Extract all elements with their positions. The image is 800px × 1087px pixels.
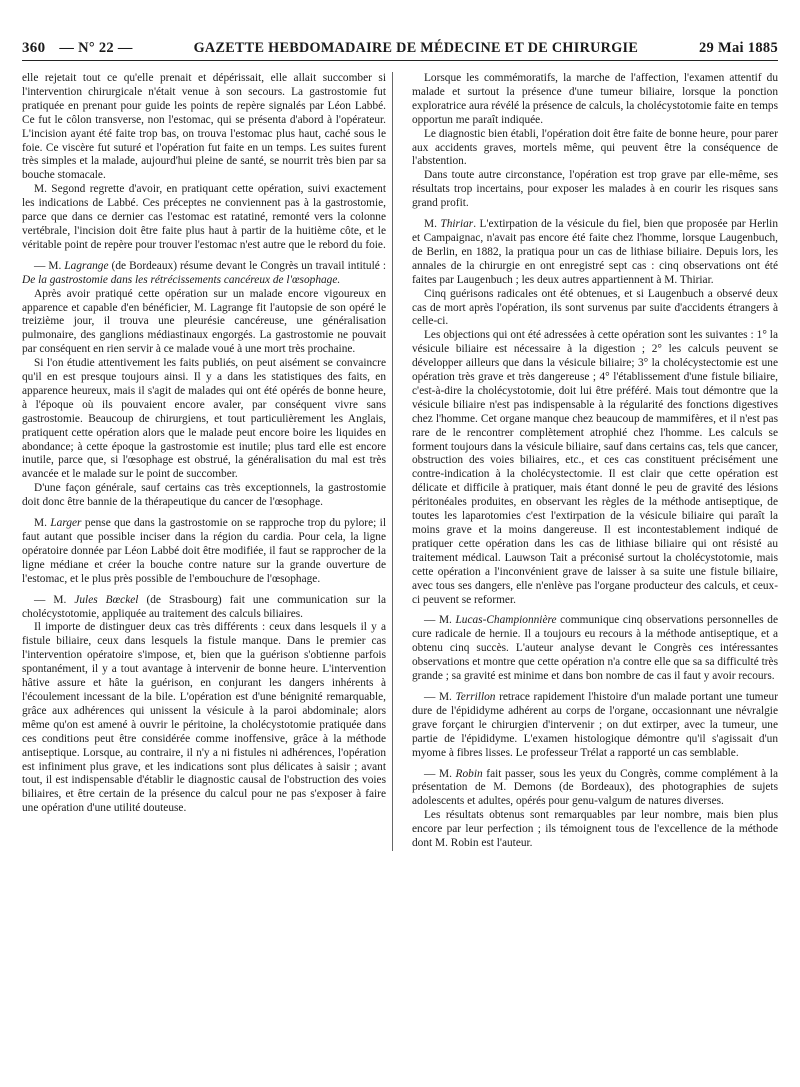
paragraph bbox=[22, 594, 386, 622]
journal-title: GAZETTE HEBDOMADAIRE DE MÉDECINE ET DE CHIRURGIE bbox=[193, 39, 639, 56]
text-run: — M. bbox=[424, 690, 456, 703]
text-run: (de Strasbourg) fait une communication sur la cholécystotomie, appliquée au traitement des calculs biliaires. bbox=[22, 593, 386, 620]
text-run: (de Bordeaux) résume devant le Congrès un travail intitulé : bbox=[108, 259, 386, 272]
text-run: elle rejetait tout ce qu'elle prenait et dépérissait, elle allait succomber si l'intervention chirurgicale n'était venue à son secours. La gastrostomie fut pratiquée en prenant pour guide les points de repère signalés par Léon Labbé. Ce fut le côlon transverse, non l'estomac, qui se présenta d'abord à l'opérateur. L'incision ayant été faite trop bas, on trouva l'estomac plus haut, caché sous le foie. Ce viscère fut suturé et l'opération fut faite en un temps. Les suites furent très simples et la malade, aujourd'hui pleine de santé, se nourrit très bien par sa bouche stomacale. bbox=[22, 72, 386, 182]
paragraph bbox=[22, 517, 386, 587]
text-columns bbox=[22, 72, 778, 851]
paragraph bbox=[412, 614, 778, 684]
text-run: D'une façon générale, sauf certains cas très exceptionnels, la gastrostomie doit donc être bannie de la thérapeutique du cancer de l'œsophage. bbox=[22, 482, 386, 509]
text-run: Le diagnostic bien établi, l'opération doit être faite de bonne heure, pour parer aux accidents graves, mortels même, qui peuvent être la conséquence de l'abstention. bbox=[412, 127, 778, 168]
text-run: — M. bbox=[34, 593, 75, 606]
text-run: fait passer, sous les yeux du Congrès, comme complément à la présentation de M. Demons (de Bordeaux), des photographies de sujets adolescents et adultes, opérés pour genu-valgum de natures diverses. bbox=[412, 767, 778, 808]
text-run: Lorsque les commémoratifs, la marche de l'affection, l'examen attentif du malade et surtout la présence d'une tumeur biliaire, lorsque la ponction exploratrice aura révélé la présence de calculs, la cholécystotomie faite en temps opportun me paraît indiquée. bbox=[412, 72, 778, 126]
paragraph bbox=[412, 768, 778, 810]
paragraph bbox=[412, 72, 778, 128]
text-run: — M. bbox=[34, 259, 65, 272]
text-run: pense que dans la gastrostomie on se rapproche trop du pylore; il faut autant que possible inciser dans la région du cardia. Pour cela, la ligne opératoire donnée par Léon Labbé doit être modifiée, il faut se rapprocher de la ligne médiane et créer la bouche contre nature sur la grande ouverture de l'estomac, et le plus près possible de l'embouchure de l'œsophage. bbox=[22, 517, 386, 585]
paragraph bbox=[412, 218, 778, 288]
running-header bbox=[22, 36, 778, 61]
paragraph bbox=[22, 183, 386, 253]
paragraph bbox=[412, 128, 778, 170]
paragraph bbox=[412, 809, 778, 851]
paragraph bbox=[22, 72, 386, 183]
header-left bbox=[22, 40, 133, 57]
text-run: M. bbox=[34, 517, 51, 530]
italic-text: Larger bbox=[50, 517, 82, 530]
paragraph bbox=[22, 260, 386, 288]
issue-date: 29 Mai 1885 bbox=[698, 39, 778, 56]
text-run: Dans toute autre circonstance, l'opération est trop grave par elle-même, ses résultats trop incertains, pour exposer les malades à en courir les risques sans grand profit. bbox=[412, 169, 778, 210]
paragraph bbox=[22, 482, 386, 510]
italic-text: De la gastrostomie dans les rétrécissements cancéreux de l'œsophage. bbox=[22, 273, 341, 286]
text-run: retrace rapidement l'histoire d'un malade portant une tumeur dure de l'épididyme adhérent au corps de l'organe, occasionnant une névralgie grave forçant le chirurgien d'intervenir ; on dut extirper, avec la tumeur, une partie de l'épididyme. L'examen histologique démontre qu'il s'agissait d'un myome à fibres lisses. Le professeur Trélat a rapporté un cas semblable. bbox=[412, 690, 778, 759]
left-column bbox=[22, 72, 393, 851]
paragraph bbox=[412, 169, 778, 211]
text-run: communique cinq observations personnelles de cure radicale de hernie. Il a toujours eu recours à la méthode antiseptique, et a obtenu cinq succès. L'auteur analyse devant le Congrès ces intéressantes observations et montre que cette opération n'a contre elle que sa sa difficulté très grande ; sa gravité est minime et dans bon nombre de cas il faut y avoir recours. bbox=[412, 614, 778, 683]
text-run: Cinq guérisons radicales ont été obtenues, et si Laugenbuch a observé deux cas de mort après l'opération, ils sont survenus par suite d'accidents étrangers à celle-ci. bbox=[412, 287, 778, 328]
italic-text: Jules Bœckel bbox=[74, 593, 139, 606]
text-run: Après avoir pratiqué cette opération sur un malade encore vigoureux en apparence et capable d'en bénéficier, M. Lagrange fit l'autopsie de son opéré le treizième jour, il trouva une pleurésie cancéreuse, une généralisation pulmonaire, des ganglions médiastinaux engorgés. La gastrostomie ne pouvait par conséquent en rien servir à ce malade voué à une mort très prochaine. bbox=[22, 287, 386, 356]
text-run: Si l'on étudie attentivement les faits publiés, on peut aisément se convaincre qu'il en est presque toujours ainsi. Il y a dans les statistiques des faits, en apparence heureux, mais il s'agit de malades qui ont été opérés de bonne heure, à l'époque où ils pouvaient encore avaler, par conséquent vivre sans gastrostomie. Beaucoup de chirurgiens, et tout particulièrement les Anglais, pratiquent cette opération alors que le malade peut encore boire les liquides en abondance; à cette époque la gastrostomie est inutile; plus tard elle est encore inutile, parce que, si l'œsophage est obstrué, la généralisation du mal est très avancée et le malade sur le point de succomber. bbox=[22, 357, 386, 481]
text-run: — M. bbox=[424, 614, 456, 627]
italic-text: Lagrange bbox=[64, 259, 109, 272]
paragraph bbox=[22, 357, 386, 482]
right-column bbox=[410, 72, 778, 851]
paragraph bbox=[412, 288, 778, 330]
paragraph bbox=[412, 329, 778, 607]
newspaper-page bbox=[22, 36, 778, 1076]
italic-text: Lucas-Championnière bbox=[455, 614, 557, 627]
text-run: Les objections qui ont été adressées à cette opération sont les suivantes : 1° la vésicule biliaire est nécessaire à la digestion ; 2° les calculs peuvent se développer ailleurs que dans la vésicule biliaire; 3° la cholécystectomie est une opération très grave et très dangereuse ; 4° l'établissement d'une fistule biliaire, c'est-à-dire la cholécystotomie, doit lui être préféré. Mais tout démontre que la vésicule biliaire n'est pas indispensable à la régularité des fonctions digestives chez l'homme. Cet organe manque chez beaucoup de mammifères, et il n'est pas rare de le rencontrer complètement atrophié chez l'homme. Les calculs se forment toujours dans la vésicule biliaire, sauf dans certains cas, tels que cancer, obstruction des voies biliaires, etc., et ces cas constituent précisément une contre-indication à la cholécystectomie. Il est clair que cette opération est délicate et difficile à pratiquer, mais étant donné le peu de gravité des lésions péritonéales produites, en observant les règles de la méthode antiseptique, de toutes les laparotomies c'est l'extirpation de la vésicule biliaire qui paraît la moins grave et la moins dangereuse. Il est incontestablement indiqué de pratiquer cette opération dans les cas de lithiase biliaire qui ont résisté au traitement médical. Lauwson Tait a préconisé surtout la cholécystotomie, mais cette opération a l'inconvénient grave de laisser à sa suite une fistule biliaire, avec tous ses dangers, elle n'enlève pas l'organe producteur des calculs, et ceux-ci peuvent se reformer. bbox=[412, 329, 778, 606]
page-number: 360 bbox=[22, 39, 46, 56]
italic-text: Robin bbox=[455, 767, 483, 780]
text-run: Il importe de distinguer deux cas très différents : ceux dans lesquels il y a fistule biliaire, ceux dans lesquels la fistule manque. Dans le premier cas l'intervention opératoire s'impose, et, bien que la guérison s'obtienne parfois spontanément, il y a tout avantage à intervenir de bonne heure. L'intervention hâtive assure et hâte la guérison, en conjurant les dangers inhérents à l'écoulement incessant de la bile. L'opération est d'une bénignité remarquable, grâce aux adhérences qui unissent la vésicule à la paroi abdominale; alors même qu'on est amené à ouvrir le péritoine, la cholécystotomie pratiquée dans ces conditions peut être considérée comme inoffensive, grâce à la méthode antiseptique. Lorsque, au contraire, il n'y a ni fistules ni adhérences, l'opération est infiniment plus grave, et les indications sont plus délicates à saisir ; avant tout, il est indispensable d'établir le diagnostic causal de l'obstruction des voies biliaires, et être certain de la présence du calcul pour ne pas s'exposer à faire une opération d'une utilité douteuse. bbox=[22, 621, 386, 815]
text-run: . L'extirpation de la vésicule du fiel, bien que proposée par Herlin et Campaignac, n'avait pas encore été faite chez l'homme, lorsque Laugenbuch, de Berlin, en 1882, la pratiqua pour un cas de lithiase biliaire. Depuis lors, les annales de la chirurgie en ont enregistré sept cas : cinq observations ont été faites par Laugenbuch ; les deux autres appartiennent à M. Thiriar. bbox=[412, 218, 779, 286]
italic-text: Terrillon bbox=[455, 690, 496, 703]
text-run: — M. bbox=[424, 767, 456, 780]
paragraph bbox=[22, 288, 386, 358]
paragraph bbox=[412, 691, 778, 761]
text-run: M. bbox=[424, 218, 441, 231]
paragraph bbox=[22, 621, 386, 816]
issue-number: — N° 22 — bbox=[59, 39, 133, 56]
italic-text: Thiriar bbox=[440, 218, 474, 231]
text-run: Les résultats obtenus sont remarquables par leur nombre, mais bien plus encore par leur perfection ; ils témoignent tous de l'excellence de la méthode dont M. Robin est l'auteur. bbox=[412, 809, 778, 850]
text-run: M. Segond regrette d'avoir, en pratiquant cette opération, suivi exactement les indications de Labbé. Ces préceptes ne conviennent pas à la gastrostomie, parce que dans ce dernier cas l'estomac est ratatiné, remonté vers la colonne vertébrale, l'incision doit être faite plus haut à partir de la huitième côte, et le véritable point de repère pour trouver l'estomac n'est autre que le rebord du foie. bbox=[22, 183, 386, 251]
